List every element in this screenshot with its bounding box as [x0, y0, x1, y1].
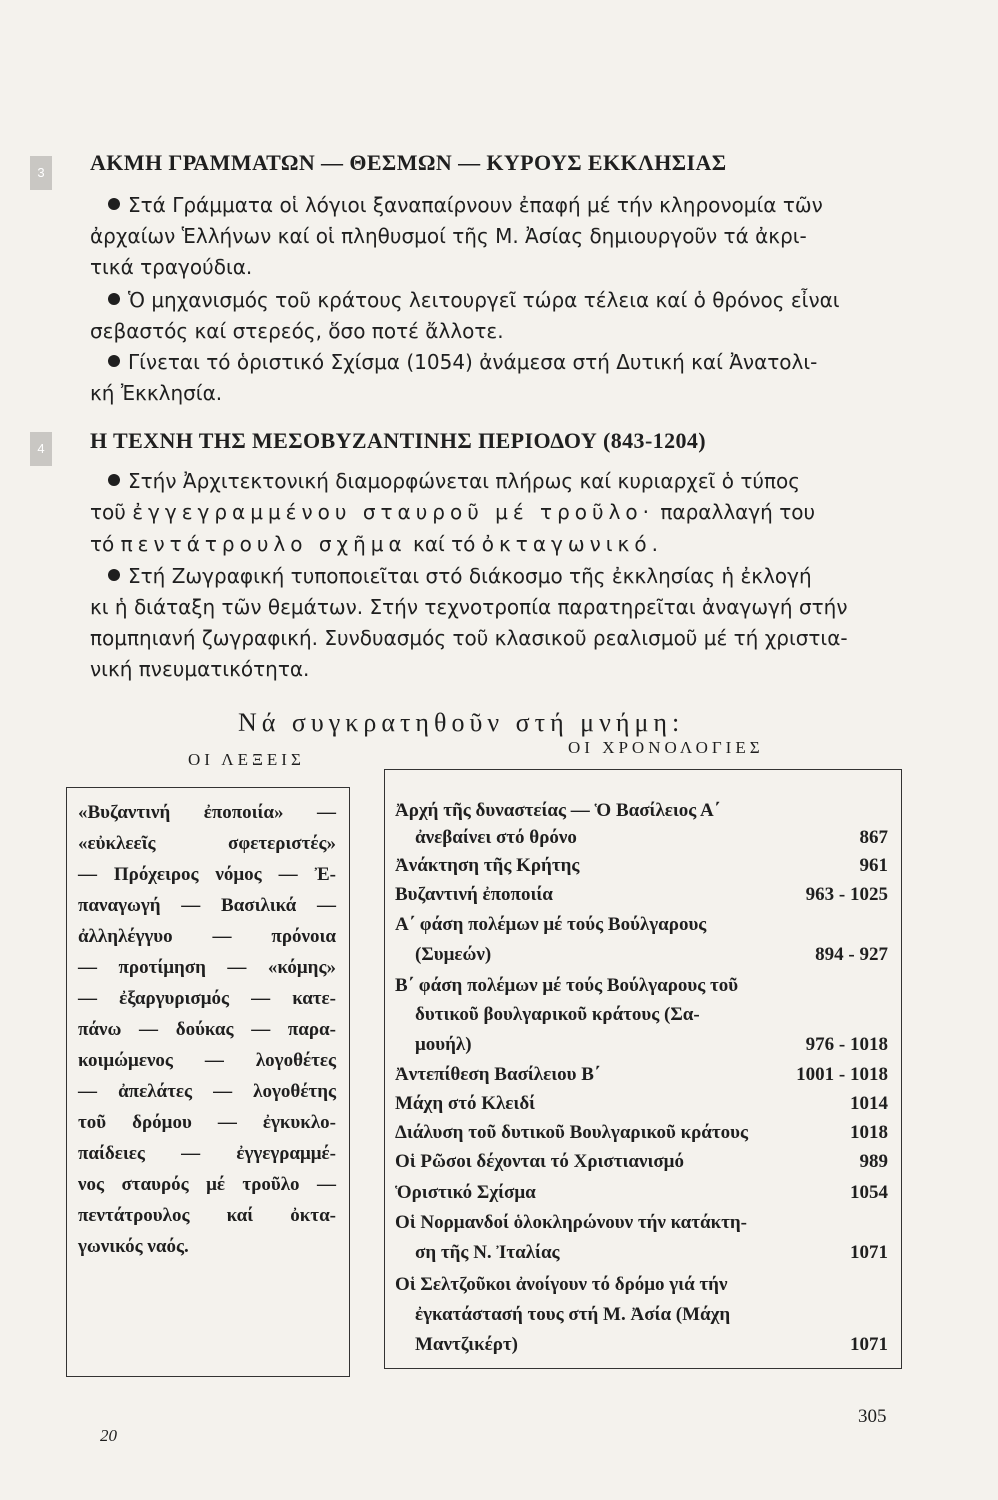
section-3-line-3: τικά τραγούδια.	[90, 255, 253, 279]
section-4-line-1: Στήν Ἀρχιτεκτονική διαμορφώνεται πλήρως καί κυριαρχεῖ ὁ τύπος	[108, 469, 800, 493]
words-line: ἀλληλέγγυο — πρόνοια	[78, 926, 336, 947]
section-4-line-6: πομπηιανή ζωγραφική. Συνδυασμός τοῦ κλασικοῦ ρεαλισμοῦ μέ τή χριστια-	[90, 626, 848, 650]
words-line: πάνω — δούκας — παρα-	[78, 1019, 336, 1040]
section-3-line-2: ἀρχαίων Ἑλλήνων καί οἱ πληθυσμοί τῆς Μ. Ἀσίας δημιουργοῦν τά ἀκρι-	[90, 224, 807, 248]
words-column-title: ΟΙ ΛΕΞΕΙΣ	[188, 750, 305, 769]
section-4-line-3: τό πεντάτρουλο σχῆμα καί τό ὀκταγωνικό.	[90, 532, 663, 556]
section-4-line-5: κι ἡ διάταξη τῶν θεμάτων. Στήν τεχνοτροπία παρατηρεῖται ἀναγωγή στήν	[90, 595, 848, 619]
words-line: παναγωγή — Βασιλικά —	[78, 895, 336, 916]
bullet-icon	[108, 198, 120, 210]
section-4-title: Η ΤΕΧΝΗ ΤΗΣ ΜΕΣΟΒΥΖΑΝΤΙΝΗΣ ΠΕΡΙΟΔΟΥ (843-1204)	[90, 428, 707, 453]
bullet-icon	[108, 474, 120, 486]
chronology-column-title: ΟΙ ΧΡΟΝΟΛΟΓΙΕΣ	[568, 738, 764, 757]
words-line: — ἐξαργυρισμός — κατε-	[78, 988, 336, 1009]
words-line: παίδειες — ἐγγεγραμμέ-	[78, 1143, 336, 1164]
words-line: — ἀπελάτες — λογοθέτης	[78, 1081, 336, 1102]
bullet-icon	[108, 355, 120, 367]
section-3-line-5: σεβαστός καί στερεός, ὅσο ποτέ ἄλλοτε.	[90, 319, 504, 343]
words-line: — Πρόχειρος νόμος — Ἐ-	[78, 864, 336, 885]
words-line: πεντάτρουλος καί ὀκτα-	[78, 1205, 336, 1226]
bullet-icon	[108, 569, 120, 581]
section-3-line-1: Στά Γράμματα οἱ λόγιοι ξαναπαίρνουν ἐπαφή μέ τήν κληρονομία τῶν	[108, 193, 823, 217]
section-3-line-6: Γίνεται τό ὁριστικό Σχίσμα (1054) ἀνάμεσα στή Δυτική καί Ἀνατολι-	[108, 350, 817, 374]
words-line: «εὐκλεεῖς σφετεριστές»	[78, 833, 336, 854]
footer-left-number: 20	[100, 1426, 117, 1445]
section-3-line-4: Ὁ μηχανισμός τοῦ κράτους λειτουργεῖ τώρα τέλεια καί ὁ θρόνος εἶναι	[108, 288, 840, 312]
term-octagonal: ὀκταγωνικό.	[481, 532, 663, 556]
words-line: κοιμώμενος — λογοθέτες	[78, 1050, 336, 1071]
words-line: γωνικός ναός.	[78, 1236, 189, 1257]
term-inscribed-cross: ἐγγεγραμμένου σταυροῦ μέ τροῦλο·	[132, 500, 655, 524]
words-line: νος σταυρός μέ τροῦλο —	[78, 1174, 336, 1195]
section-4-line-7: νική πνευματικότητα.	[90, 657, 310, 681]
section-3-marker: 3	[30, 156, 52, 190]
words-line: «Βυζαντινή ἐποποιία» —	[78, 802, 336, 823]
section-4-line-2: τοῦ ἐγγεγραμμένου σταυροῦ μέ τροῦλο· παραλλαγή του	[90, 500, 816, 524]
section-3-line-7: κή Ἐκκλησία.	[90, 381, 223, 405]
words-line: τοῦ δρόμου — ἐγκυκλο-	[78, 1112, 336, 1133]
section-3-title: ΑΚΜΗ ΓΡΑΜΜΑΤΩΝ — ΘΕΣΜΩΝ — ΚΥΡΟΥΣ ΕΚΚΛΗΣΙΑΣ	[90, 150, 727, 175]
page-number: 305	[858, 1406, 887, 1427]
remember-heading: Νά συγκρατηθοῦν στή μνήμη:	[238, 708, 685, 737]
section-4-line-4: Στή Ζωγραφική τυποποιεῖται στό διάκοσμο τῆς ἐκκλησίας ἡ ἐκλογή	[108, 564, 812, 588]
section-4-marker: 4	[30, 432, 52, 466]
bullet-icon	[108, 293, 120, 305]
term-five-domed: πεντάτρουλο σχῆμα	[120, 532, 407, 556]
words-line: — προτίμηση — «κόμης»	[78, 957, 336, 978]
